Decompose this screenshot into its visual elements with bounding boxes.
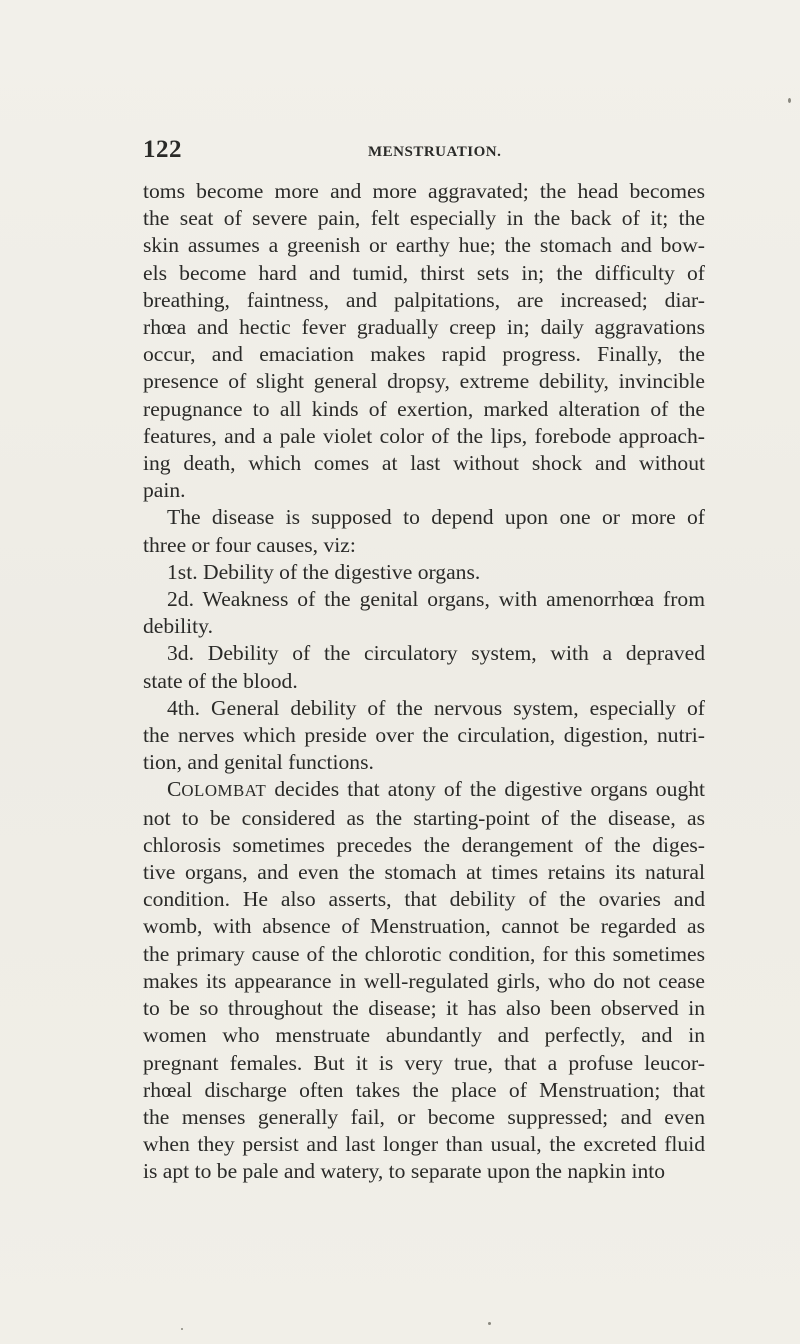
text-line: tion, and genital functions.	[143, 750, 374, 775]
text-line: rhœal discharge often takes the place of Menstruation; that	[143, 1077, 705, 1102]
text-line: rhœa and hectic fever gradually creep in; daily aggravations	[143, 315, 705, 340]
text-line: features, and a pale violet color of the lips, forebode approach-	[143, 423, 705, 448]
text-line: breathing, faintness, and palpitations, are increased; diar-	[143, 287, 705, 312]
text-line: makes its appearance in well-regulated girls, who do not cease	[143, 968, 705, 993]
paper-speck	[788, 98, 791, 103]
text-line: the menses generally fail, or become suppressed; and even	[143, 1104, 705, 1129]
text-line: three or four causes, viz:	[143, 532, 356, 557]
page-number: 122	[143, 136, 182, 163]
text-line: the seat of severe pain, felt especially in the back of it; the	[143, 206, 705, 231]
text-line: not to be considered as the starting-point of the disease, as	[143, 805, 705, 830]
text-line: 1st. Debility of the digestive organs.	[167, 559, 481, 584]
paper-speck	[181, 1328, 183, 1330]
author-name-smallcaps	[167, 777, 266, 801]
smallcaps-initial: C	[167, 777, 182, 802]
text-line: tive organs, and even the stomach at times retains its natural	[143, 860, 705, 885]
text-line: occur, and emaciation makes rapid progress. Finally, the	[143, 342, 705, 367]
text-line: condition. He also asserts, that debility of the ovaries and	[143, 887, 705, 912]
paper-speck	[488, 1322, 491, 1325]
text-line: debility.	[143, 614, 213, 639]
page-header	[143, 136, 693, 166]
text-line: els become hard and tumid, thirst sets in; the difficulty of	[143, 260, 705, 285]
text-line: the nerves which preside over the circulation, digestion, nutri-	[143, 723, 705, 748]
text-line: to be so throughout the disease; it has also been observed in	[143, 996, 705, 1021]
running-head: MENSTRUATION.	[368, 144, 502, 160]
text-line: COLOMBAT decides that atony of the digestive organs ought	[167, 777, 705, 802]
text-line: repugnance to all kinds of exertion, marked alteration of the	[143, 396, 705, 421]
text-line: 4th. General debility of the nervous system, especially of	[167, 695, 705, 720]
text-line: state of the blood.	[143, 668, 298, 693]
text-line: when they persist and last longer than usual, the excreted fluid	[143, 1132, 705, 1157]
text-line: The disease is supposed to depend upon one or more of	[167, 505, 705, 530]
body-text	[143, 178, 705, 1186]
text-line: toms become more and more aggravated; the head becomes	[143, 179, 705, 203]
smallcaps-rest: OLOMBAT	[181, 781, 267, 801]
text-line: pregnant females. But it is very true, that a profuse leucor-	[143, 1050, 705, 1075]
text-line: womb, with absence of Menstruation, cannot be regarded as	[143, 914, 705, 939]
text-line: 2d. Weakness of the genital organs, with amenorrhœa from	[167, 587, 705, 612]
text-line: presence of slight general dropsy, extreme debility, invincible	[143, 369, 705, 394]
text-line: chlorosis sometimes precedes the derangement of the diges-	[143, 832, 705, 857]
text-line: skin assumes a greenish or earthy hue; the stomach and bow-	[143, 233, 705, 258]
text-line: 3d. Debility of the circulatory system, with a depraved	[167, 641, 705, 666]
text-line: pain.	[143, 478, 186, 503]
text-line: the primary cause of the chlorotic condition, for this sometimes	[143, 941, 705, 966]
text-line: women who menstruate abundantly and perfectly, and in	[143, 1023, 705, 1048]
text-line: is apt to be pale and watery, to separate upon the napkin into	[143, 1159, 666, 1184]
text-line: ing death, which comes at last without shock and without	[143, 451, 705, 476]
